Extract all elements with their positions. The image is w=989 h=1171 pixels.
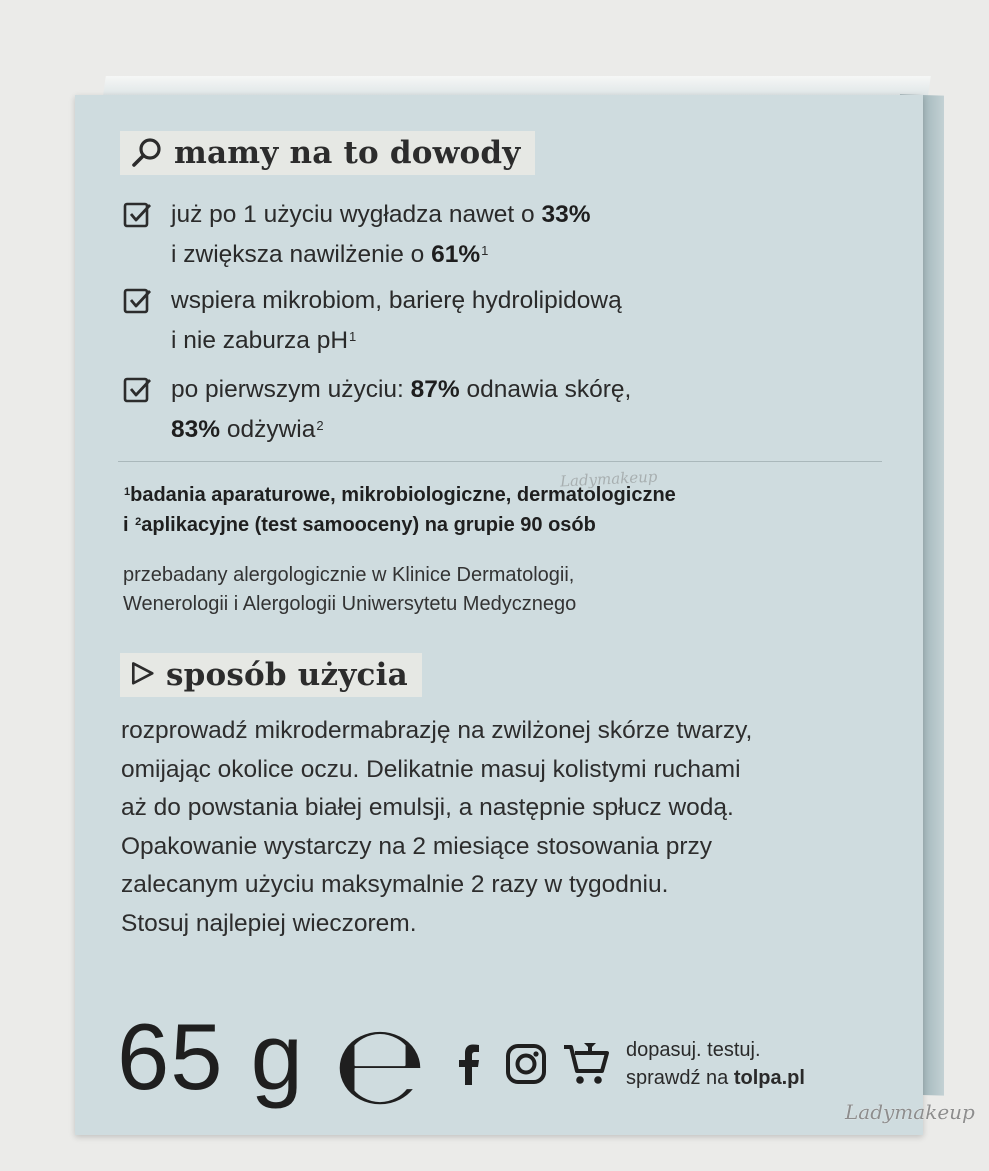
usage-line: rozprowadź mikrodermabrazję na zwilżonej skórze twarzy, xyxy=(121,717,753,744)
slogan-line: dopasuj. testuj. xyxy=(626,1039,761,1061)
net-weight: 65 g xyxy=(117,1004,304,1109)
usage-heading xyxy=(120,653,422,697)
claim-text: odnawia skórę, xyxy=(459,376,632,403)
footnote-marker: 1 xyxy=(124,486,131,498)
tested-line: Wenerologii i Alergologii Uniwersytetu Medycznego xyxy=(123,593,577,615)
claim-item xyxy=(123,281,622,361)
website-link[interactable]: tolpa.pl xyxy=(733,1067,805,1089)
footnote-ref: 1 xyxy=(349,329,357,344)
claim-value: 61% xyxy=(431,241,481,268)
claim-item xyxy=(123,370,631,450)
evidence-heading-text: mamy na to dowody xyxy=(174,135,521,171)
usage-instructions xyxy=(121,712,901,943)
usage-heading-text: sposób użycia xyxy=(166,657,408,693)
footnote-text: aplikacyjne (test samooceny) na grupie 90 osób xyxy=(141,514,596,536)
watermark-logo: Ladymakeup xyxy=(845,1100,975,1124)
claim-text: odżywia xyxy=(220,416,316,443)
checkbox-checked-icon xyxy=(123,375,153,405)
magnifier-icon xyxy=(130,136,164,170)
footnote-ref: 1 xyxy=(481,243,489,258)
claim-value: 33% xyxy=(541,201,591,228)
section-divider xyxy=(118,461,882,462)
claim-item xyxy=(123,195,590,275)
slogan-text: sprawdź na xyxy=(626,1067,734,1089)
claim-value: 83% xyxy=(171,416,221,443)
play-triangle-icon xyxy=(130,660,158,690)
claim-value: 87% xyxy=(410,376,460,403)
footnote-marker: 2 xyxy=(135,516,142,528)
checkbox-checked-icon xyxy=(123,286,153,316)
claim-text: po pierwszym użyciu: xyxy=(171,376,411,403)
instagram-icon[interactable] xyxy=(505,1043,547,1085)
dermatology-tested-note xyxy=(123,561,576,619)
brand-slogan xyxy=(626,1036,805,1092)
footnote-text: badania aparaturowe, mikrobiologiczne, dermatologiczne xyxy=(130,484,676,506)
usage-line: omijając okolice oczu. Delikatnie masuj kolistymi ruchami xyxy=(121,755,741,783)
claim-text: wspiera mikrobiom, barierę hydrolipidową xyxy=(171,287,622,314)
usage-line: aż do powstania białej emulsji, a następnie spłucz wodą. xyxy=(121,794,734,821)
footnote-2 xyxy=(123,511,596,540)
checkbox-checked-icon xyxy=(123,200,153,230)
evidence-heading xyxy=(120,131,535,175)
footnote-ref: 2 xyxy=(316,418,324,433)
tested-line: przebadany alergologicznie w Klinice Dermatologii, xyxy=(123,564,575,586)
claim-text: już po 1 użyciu wygładza nawet o xyxy=(171,201,542,228)
facebook-icon[interactable] xyxy=(458,1043,480,1085)
usage-line: Opakowanie wystarczy na 2 miesiące stosowania przy xyxy=(121,832,712,860)
shopping-cart-icon[interactable] xyxy=(562,1041,610,1087)
estimated-sign: ℮ xyxy=(333,1001,427,1129)
claim-text: i zwiększa nawilżenie o xyxy=(171,241,432,268)
usage-line: zalecanym użyciu maksymalnie 2 razy w tygodniu. xyxy=(121,871,669,898)
claim-text: i nie zaburza pH xyxy=(171,327,349,354)
watermark-text: Ladymakeup xyxy=(559,467,658,491)
footnote-text: i xyxy=(123,514,135,536)
usage-line: Stosuj najlepiej wieczorem. xyxy=(121,909,417,937)
